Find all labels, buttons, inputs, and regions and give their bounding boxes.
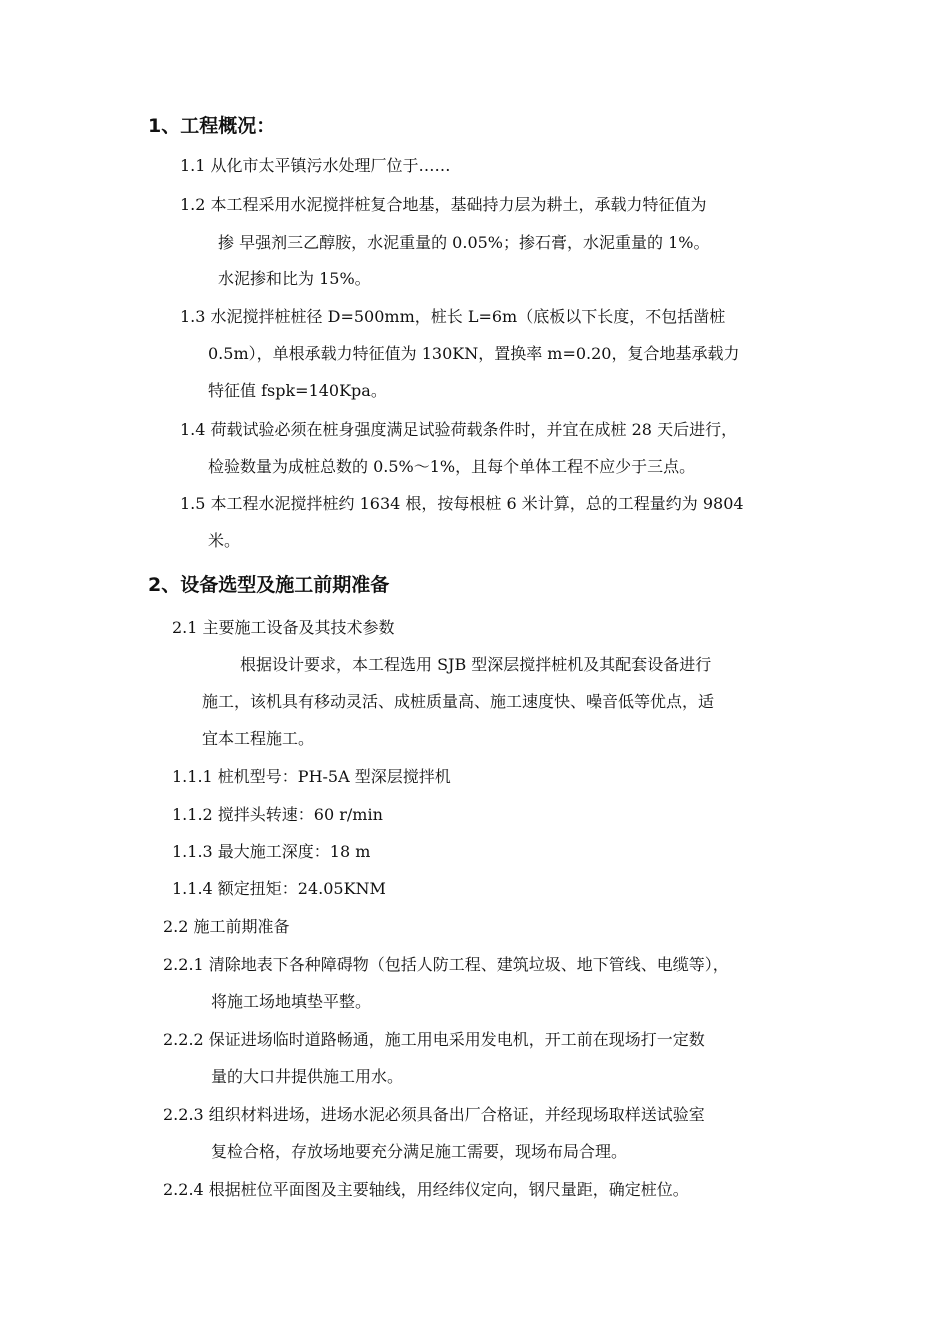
paragraph-2-1-text-line-2: 施工，该机具有移动灵活、成桩质量高、施工速度快、噪音低等优点，适 bbox=[202, 692, 715, 711]
spec-mixing-head-speed: 1.1.2 搅拌头转速：60 r/min bbox=[172, 805, 383, 824]
paragraph-2-2-3-line-2: 复检合格，存放场地要充分满足施工需要，现场布局合理。 bbox=[211, 1142, 628, 1161]
paragraph-1-3-line-2: 0.5m），单根承载力特征值为 130KN，置换率 m=0.20，复合地基承载力 bbox=[208, 344, 740, 363]
spec-pile-machine-model: 1.1.1 桩机型号：PH-5A 型深层搅拌机 bbox=[172, 767, 451, 786]
paragraph-2-1-text-line-3: 宜本工程施工。 bbox=[202, 729, 315, 748]
section-2-heading: 2、设备选型及施工前期准备 bbox=[148, 574, 390, 596]
paragraph-2-2-1-line-2: 将施工场地填垫平整。 bbox=[211, 992, 372, 1011]
paragraph-2-2-2-line-2: 量的大口井提供施工用水。 bbox=[211, 1067, 404, 1086]
paragraph-1-2-line-1: 1.2 本工程采用水泥搅拌桩复合地基，基础持力层为耕土，承载力特征值为 bbox=[180, 195, 707, 214]
paragraph-1-5-line-1: 1.5 本工程水泥搅拌桩约 1634 根，按每根桩 6 米计算，总的工程量约为 9804 bbox=[180, 494, 744, 513]
paragraph-2-2: 2.2 施工前期准备 bbox=[163, 917, 290, 936]
paragraph-1-2-line-3: 水泥掺和比为 15%。 bbox=[218, 269, 371, 288]
paragraph-2-1-text-line-1: 根据设计要求，本工程选用 SJB 型深层搅拌桩机及其配套设备进行 bbox=[240, 655, 712, 674]
paragraph-1-2-line-2: 掺 早强剂三乙醇胺，水泥重量的 0.05%；掺石膏，水泥重量的 1%。 bbox=[218, 233, 710, 252]
paragraph-2-2-4: 2.2.4 根据桩位平面图及主要轴线，用经纬仪定向，钢尺量距，确定桩位。 bbox=[163, 1180, 689, 1199]
spec-max-depth: 1.1.3 最大施工深度：18 m bbox=[172, 842, 371, 861]
paragraph-1-4-line-1: 1.4 荷载试验必须在桩身强度满足试验荷载条件时，并宜在成桩 28 天后进行， bbox=[180, 420, 738, 439]
paragraph-2-1: 2.1 主要施工设备及其技术参数 bbox=[172, 618, 395, 637]
paragraph-1-5-line-2: 米。 bbox=[208, 531, 241, 550]
paragraph-2-2-1-line-1: 2.2.1 清除地表下各种障碍物（包括人防工程、建筑垃圾、地下管线、电缆等）， bbox=[163, 955, 729, 974]
paragraph-2-2-3-line-1: 2.2.3 组织材料进场，进场水泥必须具备出厂合格证，并经现场取样送试验室 bbox=[163, 1105, 705, 1124]
paragraph-1-3-line-3: 特征值 fspk=140Kpa。 bbox=[208, 381, 387, 400]
paragraph-1-1: 1.1 从化市太平镇污水处理厂位于…… bbox=[180, 156, 451, 175]
paragraph-2-2-2-line-1: 2.2.2 保证进场临时道路畅通，施工用电采用发电机，开工前在现场打一定数 bbox=[163, 1030, 705, 1049]
spec-rated-torque: 1.1.4 额定扭矩：24.05KNM bbox=[172, 879, 386, 898]
paragraph-1-3-line-1: 1.3 水泥搅拌桩桩径 D=500mm，桩长 L=6m（底板以下长度，不包括凿桩 bbox=[180, 307, 726, 326]
paragraph-1-4-line-2: 检验数量为成桩总数的 0.5%～1%，且每个单体工程不应少于三点。 bbox=[208, 457, 696, 476]
section-1-heading: 1、工程概况： bbox=[148, 115, 276, 137]
